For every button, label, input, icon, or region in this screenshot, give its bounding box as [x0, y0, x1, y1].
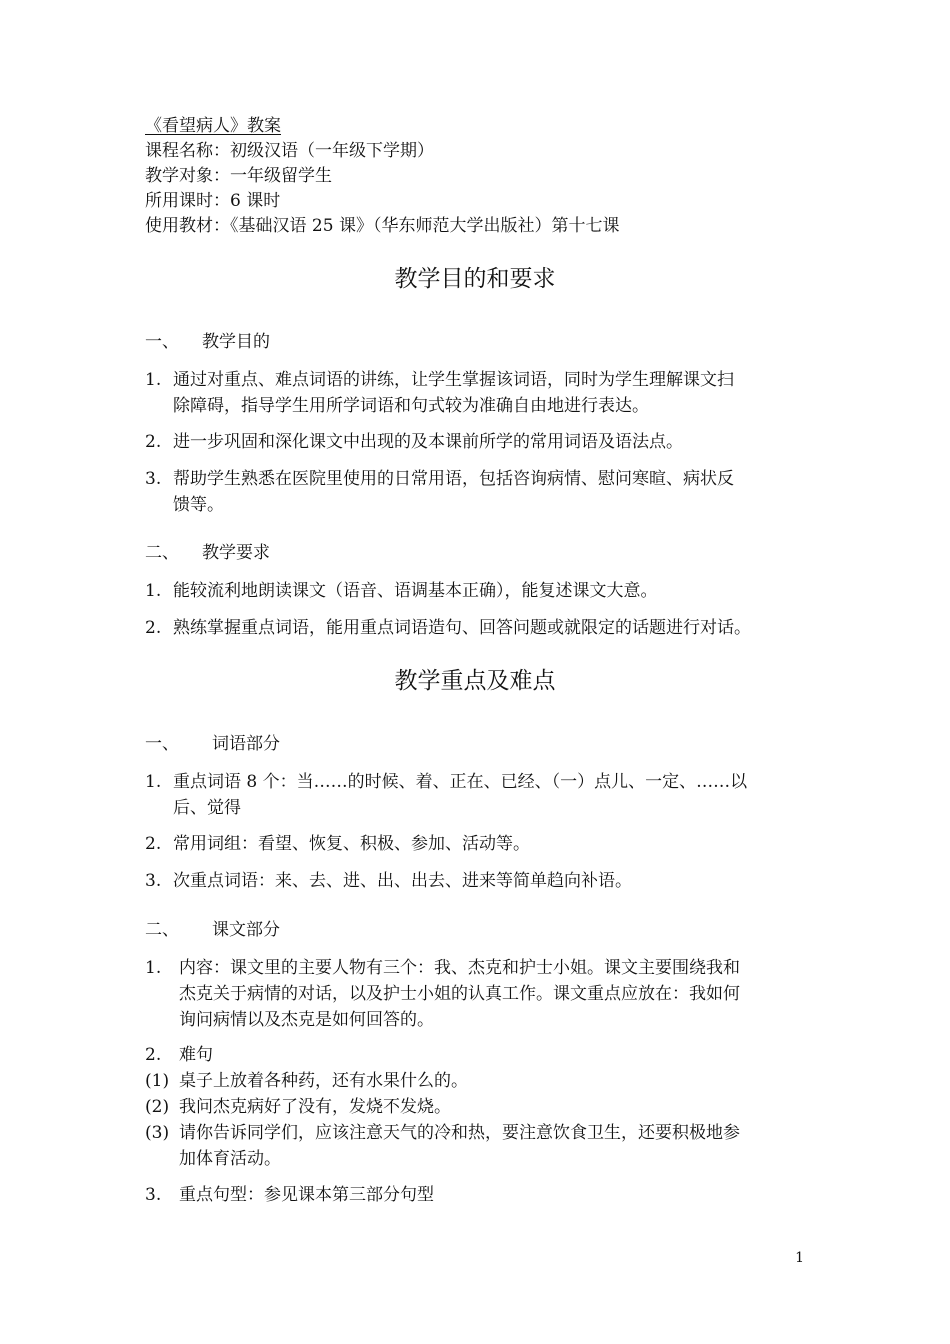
list-item	[145, 831, 815, 857]
section-heading-goals: 教学目的和要求	[394, 266, 556, 292]
item-number: 2.	[145, 834, 162, 854]
section-heading-key-points: 教学重点及难点	[394, 668, 556, 694]
subsection-title: 课文部分	[212, 920, 280, 940]
item-number: 3.	[145, 1185, 162, 1205]
item-number: 1.	[145, 958, 162, 978]
textbook: 使用教材：《基础汉语 25 课》（华东师范大学出版社）第十七课	[145, 216, 620, 236]
list-item	[145, 1120, 815, 1172]
list-item	[145, 1094, 815, 1120]
item-line: 除障碍，指导学生用所学词语和句式较为准确自由地进行表达。	[173, 396, 649, 416]
subsection-index: 二、	[145, 920, 179, 940]
document-title: 《看望病人》教案	[145, 116, 281, 136]
subsection-vocabulary	[145, 732, 280, 756]
list-item	[145, 868, 815, 894]
subsection-index: 一、	[145, 734, 179, 754]
list-item	[145, 1182, 815, 1208]
page-number: 1	[795, 1250, 804, 1266]
item-number: (3)	[145, 1123, 170, 1143]
item-number: 3.	[145, 871, 162, 891]
list-item	[145, 367, 815, 419]
list-item	[145, 1068, 815, 1094]
item-number: 1.	[145, 581, 162, 601]
item-line: 请你告诉同学们，应该注意天气的冷和热，要注意饮食卫生，还要积极地参	[179, 1123, 740, 1143]
list-item	[145, 429, 815, 455]
subsection-index: 一、	[145, 332, 179, 352]
list-item	[145, 1042, 815, 1068]
item-line: 通过对重点、难点词语的讲练，让学生掌握该词语，同时为学生理解课文扫	[173, 370, 734, 390]
item-line: 能较流利地朗读课文（语音、语调基本正确），能复述课文大意。	[173, 581, 658, 601]
item-line: 后、觉得	[173, 798, 241, 818]
item-line: 常用词组：看望、恢复、积极、参加、活动等。	[173, 834, 530, 854]
item-line: 次重点词语：来、去、进、出、出去、进来等简单趋向补语。	[173, 871, 632, 891]
item-line: 重点词语 8 个：当……的时候、着、正在、已经、（一）点儿、一定、……以	[173, 772, 748, 792]
class-hours: 所用课时：6 课时	[145, 191, 281, 211]
item-line: 加体育活动。	[179, 1149, 281, 1169]
item-line: 内容：课文里的主要人物有三个：我、杰克和护士小姐。课文主要围绕我和	[179, 958, 740, 978]
item-line: 重点句型：参见课本第三部分句型	[179, 1185, 434, 1205]
item-line: 难句	[179, 1045, 213, 1065]
item-number: 1.	[145, 370, 162, 390]
subsection-requirements	[145, 541, 270, 565]
item-line: 杰克关于病情的对话，以及护士小姐的认真工作。课文重点应放在：我如何	[179, 984, 740, 1004]
item-line: 馈等。	[173, 495, 224, 515]
item-line: 进一步巩固和深化课文中出现的及本课前所学的常用词语及语法点。	[173, 432, 683, 452]
teaching-audience: 教学对象：一年级留学生	[145, 166, 332, 186]
subsection-title: 词语部分	[212, 734, 280, 754]
item-line: 桌子上放着各种药，还有水果什么的。	[179, 1071, 468, 1091]
item-number: (2)	[145, 1097, 170, 1117]
course-name: 课程名称：初级汉语（一年级下学期）	[145, 141, 434, 161]
subsection-index: 二、	[145, 543, 179, 563]
list-item	[145, 955, 815, 1033]
item-line: 熟练掌握重点词语，能用重点词语造句、回答问题或就限定的话题进行对话。	[173, 618, 751, 638]
item-line: 帮助学生熟悉在医院里使用的日常用语，包括咨询病情、慰问寒暄、病状反	[173, 469, 734, 489]
list-item	[145, 466, 815, 518]
subsection-goals	[145, 330, 270, 354]
list-item	[145, 615, 815, 641]
item-line: 询问病情以及杰克是如何回答的。	[179, 1010, 434, 1030]
item-number: 2.	[145, 432, 162, 452]
item-number: 2.	[145, 1045, 162, 1065]
list-item	[145, 769, 815, 821]
list-item	[145, 578, 815, 604]
subsection-title: 教学要求	[202, 543, 270, 563]
item-number: 1.	[145, 772, 162, 792]
item-number: (1)	[145, 1071, 170, 1091]
item-number: 2.	[145, 618, 162, 638]
subsection-title: 教学目的	[202, 332, 270, 352]
item-number: 3.	[145, 469, 162, 489]
item-line: 我问杰克病好了没有，发烧不发烧。	[179, 1097, 451, 1117]
subsection-text	[145, 918, 280, 942]
